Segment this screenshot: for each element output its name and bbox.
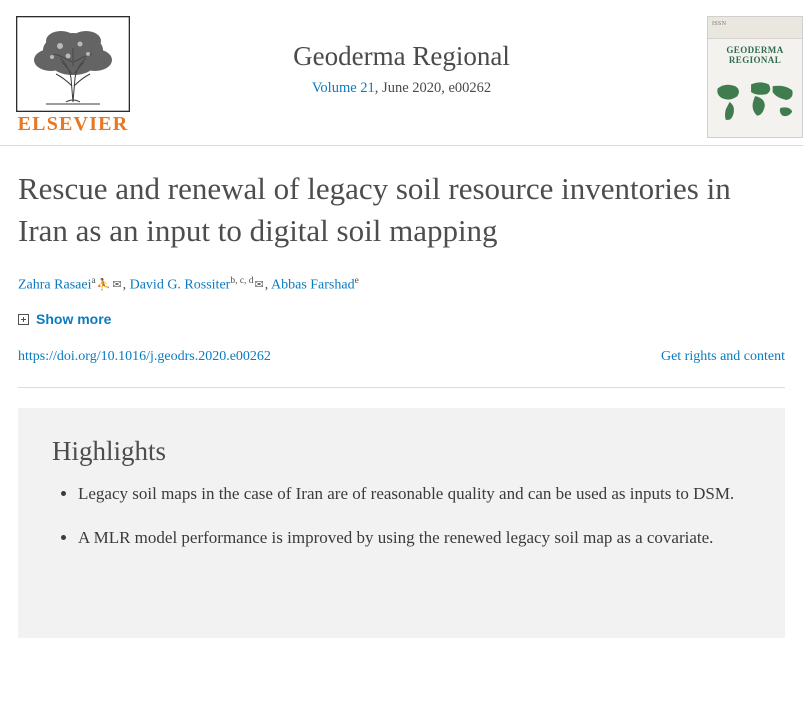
highlights-list [52, 481, 751, 550]
author-link-1[interactable]: Zahra Rasaei [18, 277, 92, 293]
section-divider [18, 387, 785, 388]
highlights-heading: Highlights [52, 436, 167, 467]
author-profile-icon[interactable]: ⛹ [96, 279, 111, 292]
cover-title-line1: GEODERMA [726, 45, 784, 55]
journal-cover-thumbnail[interactable] [707, 16, 803, 138]
show-more-button[interactable] [18, 311, 785, 327]
author-link-3[interactable]: Abbas Farshad [271, 277, 355, 293]
journal-info [0, 40, 803, 97]
highlights-panel [18, 408, 785, 638]
show-more-label: Show more [36, 311, 112, 328]
author-list [18, 274, 785, 296]
cover-masthead: ISSN [708, 17, 802, 39]
volume-link[interactable]: Volume 21 [311, 80, 375, 97]
author-link-2[interactable]: David G. Rossiter [129, 277, 231, 293]
author-separator-2: , [264, 277, 271, 293]
doi-link[interactable]: https://doi.org/10.1016/j.geodrs.2020.e00262 [18, 349, 271, 365]
author-separator-1: , [122, 277, 130, 293]
cover-title [708, 45, 802, 66]
site-header [0, 0, 803, 146]
author-affiliation-2: b, c, d [230, 275, 254, 286]
doi-row [18, 349, 785, 365]
list-item: • Legacy soil maps in the case of Iran are of reasonable quality and can be used as inputs to DSM. [78, 481, 751, 507]
elsevier-wordmark: ELSEVIER [17, 113, 129, 135]
journal-issue [0, 80, 803, 97]
get-rights-and-content-link[interactable]: Get rights and content [660, 349, 785, 365]
article-header [0, 146, 803, 388]
email-icon[interactable]: ✉ [112, 279, 122, 292]
issue-details: , June 2020, e00262 [374, 80, 492, 97]
plus-icon [18, 314, 29, 325]
journal-title: Geoderma Regional [293, 41, 510, 71]
email-icon[interactable]: ✉ [254, 279, 264, 292]
author-affiliation-1: a [91, 275, 96, 286]
world-map-icon [708, 72, 802, 128]
list-item: • A MLR model performance is improved by using the renewed legacy soil map as a covariate. [78, 525, 751, 551]
author-affiliation-3: e [354, 275, 359, 286]
page-title: Rescue and renewal of legacy soil resource inventories in Iran as an input to digital soil mapping [18, 171, 731, 248]
cover-title-line2: REGIONAL [728, 55, 782, 66]
